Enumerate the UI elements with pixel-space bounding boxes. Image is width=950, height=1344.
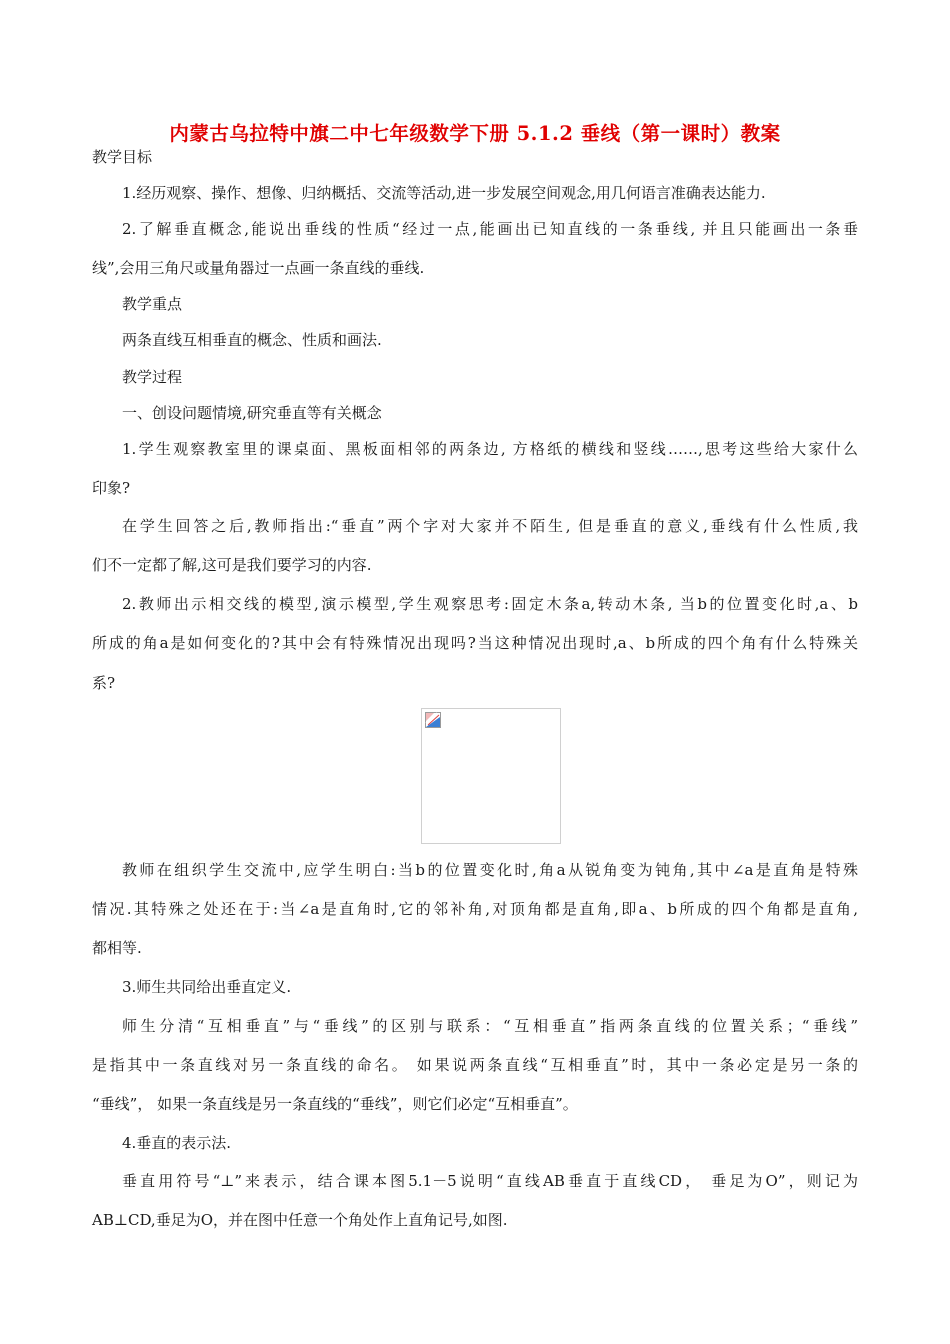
notation-line-2: AB⊥CD,垂足为O，并在图中任意一个角处作上直角记号,如图.	[92, 1211, 508, 1229]
goal-item-2-line-1: 2.了解垂直概念,能说出垂线的性质“经过一点,能画出已知直线的一条垂线, 并且只能画出一条垂	[122, 220, 858, 238]
step-3-heading: 3.师生共同给出垂直定义.	[122, 978, 292, 996]
key-points-text: 两条直线互相垂直的概念、性质和画法.	[122, 331, 382, 349]
heading-key-points: 教学重点	[122, 295, 183, 313]
step-2-line-2: 所成的角a是如何变化的?其中会有特殊情况出现吗?当这种情况出现时,a、b所成的四个角有什么特殊关	[92, 634, 858, 652]
teacher-note-line-1: 在学生回答之后,教师指出:“垂直”两个字对大家并不陌生, 但是垂直的意义,垂线有什么性质,我	[122, 517, 858, 535]
step-4-heading: 4.垂直的表示法.	[122, 1134, 232, 1152]
section-heading-1: 一、创设问题情境,研究垂直等有关概念	[122, 404, 382, 422]
goal-item-1: 1.经历观察、操作、想像、归纳概括、交流等活动,进一步发展空间观念,用几何语言准确表达能力.	[122, 184, 766, 202]
teacher-note-line-2: 们不一定都了解,这可是我们要学习的内容.	[92, 556, 372, 574]
discussion-line-3: 都相等.	[92, 939, 142, 957]
distinction-line-3: “垂线”， 如果一条直线是另一条直线的“垂线”，则它们必定“互相垂直”。	[92, 1095, 578, 1113]
goal-item-2-line-2: 线”,会用三角尺或量角器过一点画一条直线的垂线.	[92, 259, 425, 277]
step-1-line-1: 1.学生观察教室里的课桌面、黑板面相邻的两条边, 方格纸的横线和竖线……,思考这些给大家什么	[122, 440, 858, 458]
heading-teaching-process: 教学过程	[122, 368, 183, 386]
discussion-line-2: 情况.其特殊之处还在于:当∠a是直角时,它的邻补角,对顶角都是直角,即a、b所成的四个角都是直角,	[92, 900, 858, 918]
heading-teaching-goals: 教学目标	[92, 148, 153, 166]
step-2-line-1: 2.教师出示相交线的模型,演示模型,学生观察思考:固定木条a,转动木条, 当b的位置变化时,a、b	[122, 595, 858, 613]
step-1-line-2: 印象?	[92, 479, 131, 497]
document-title: 内蒙古乌拉特中旗二中七年级数学下册 5.1.2 垂线（第一课时）教案	[169, 122, 781, 145]
discussion-line-1: 教师在组织学生交流中,应学生明白:当b的位置变化时,角a从锐角变为钝角,其中∠a是直角是特殊	[122, 861, 858, 879]
broken-image-icon	[425, 712, 441, 728]
distinction-line-2: 是指其中一条直线对另一条直线的命名。 如果说两条直线“互相垂直”时，其中一条必定是另一条的	[92, 1056, 858, 1074]
notation-line-1: 垂直用符号“⊥”来表示，结合课本图5.1－5说明“直线AB垂直于直线CD， 垂足为O”，则记为	[122, 1172, 858, 1190]
distinction-line-1: 师生分清“互相垂直”与“垂线”的区别与联系：“互相垂直”指两条直线的位置关系；“垂线”	[122, 1017, 858, 1035]
figure-placeholder	[421, 708, 561, 844]
step-2-line-3: 系?	[92, 674, 116, 692]
